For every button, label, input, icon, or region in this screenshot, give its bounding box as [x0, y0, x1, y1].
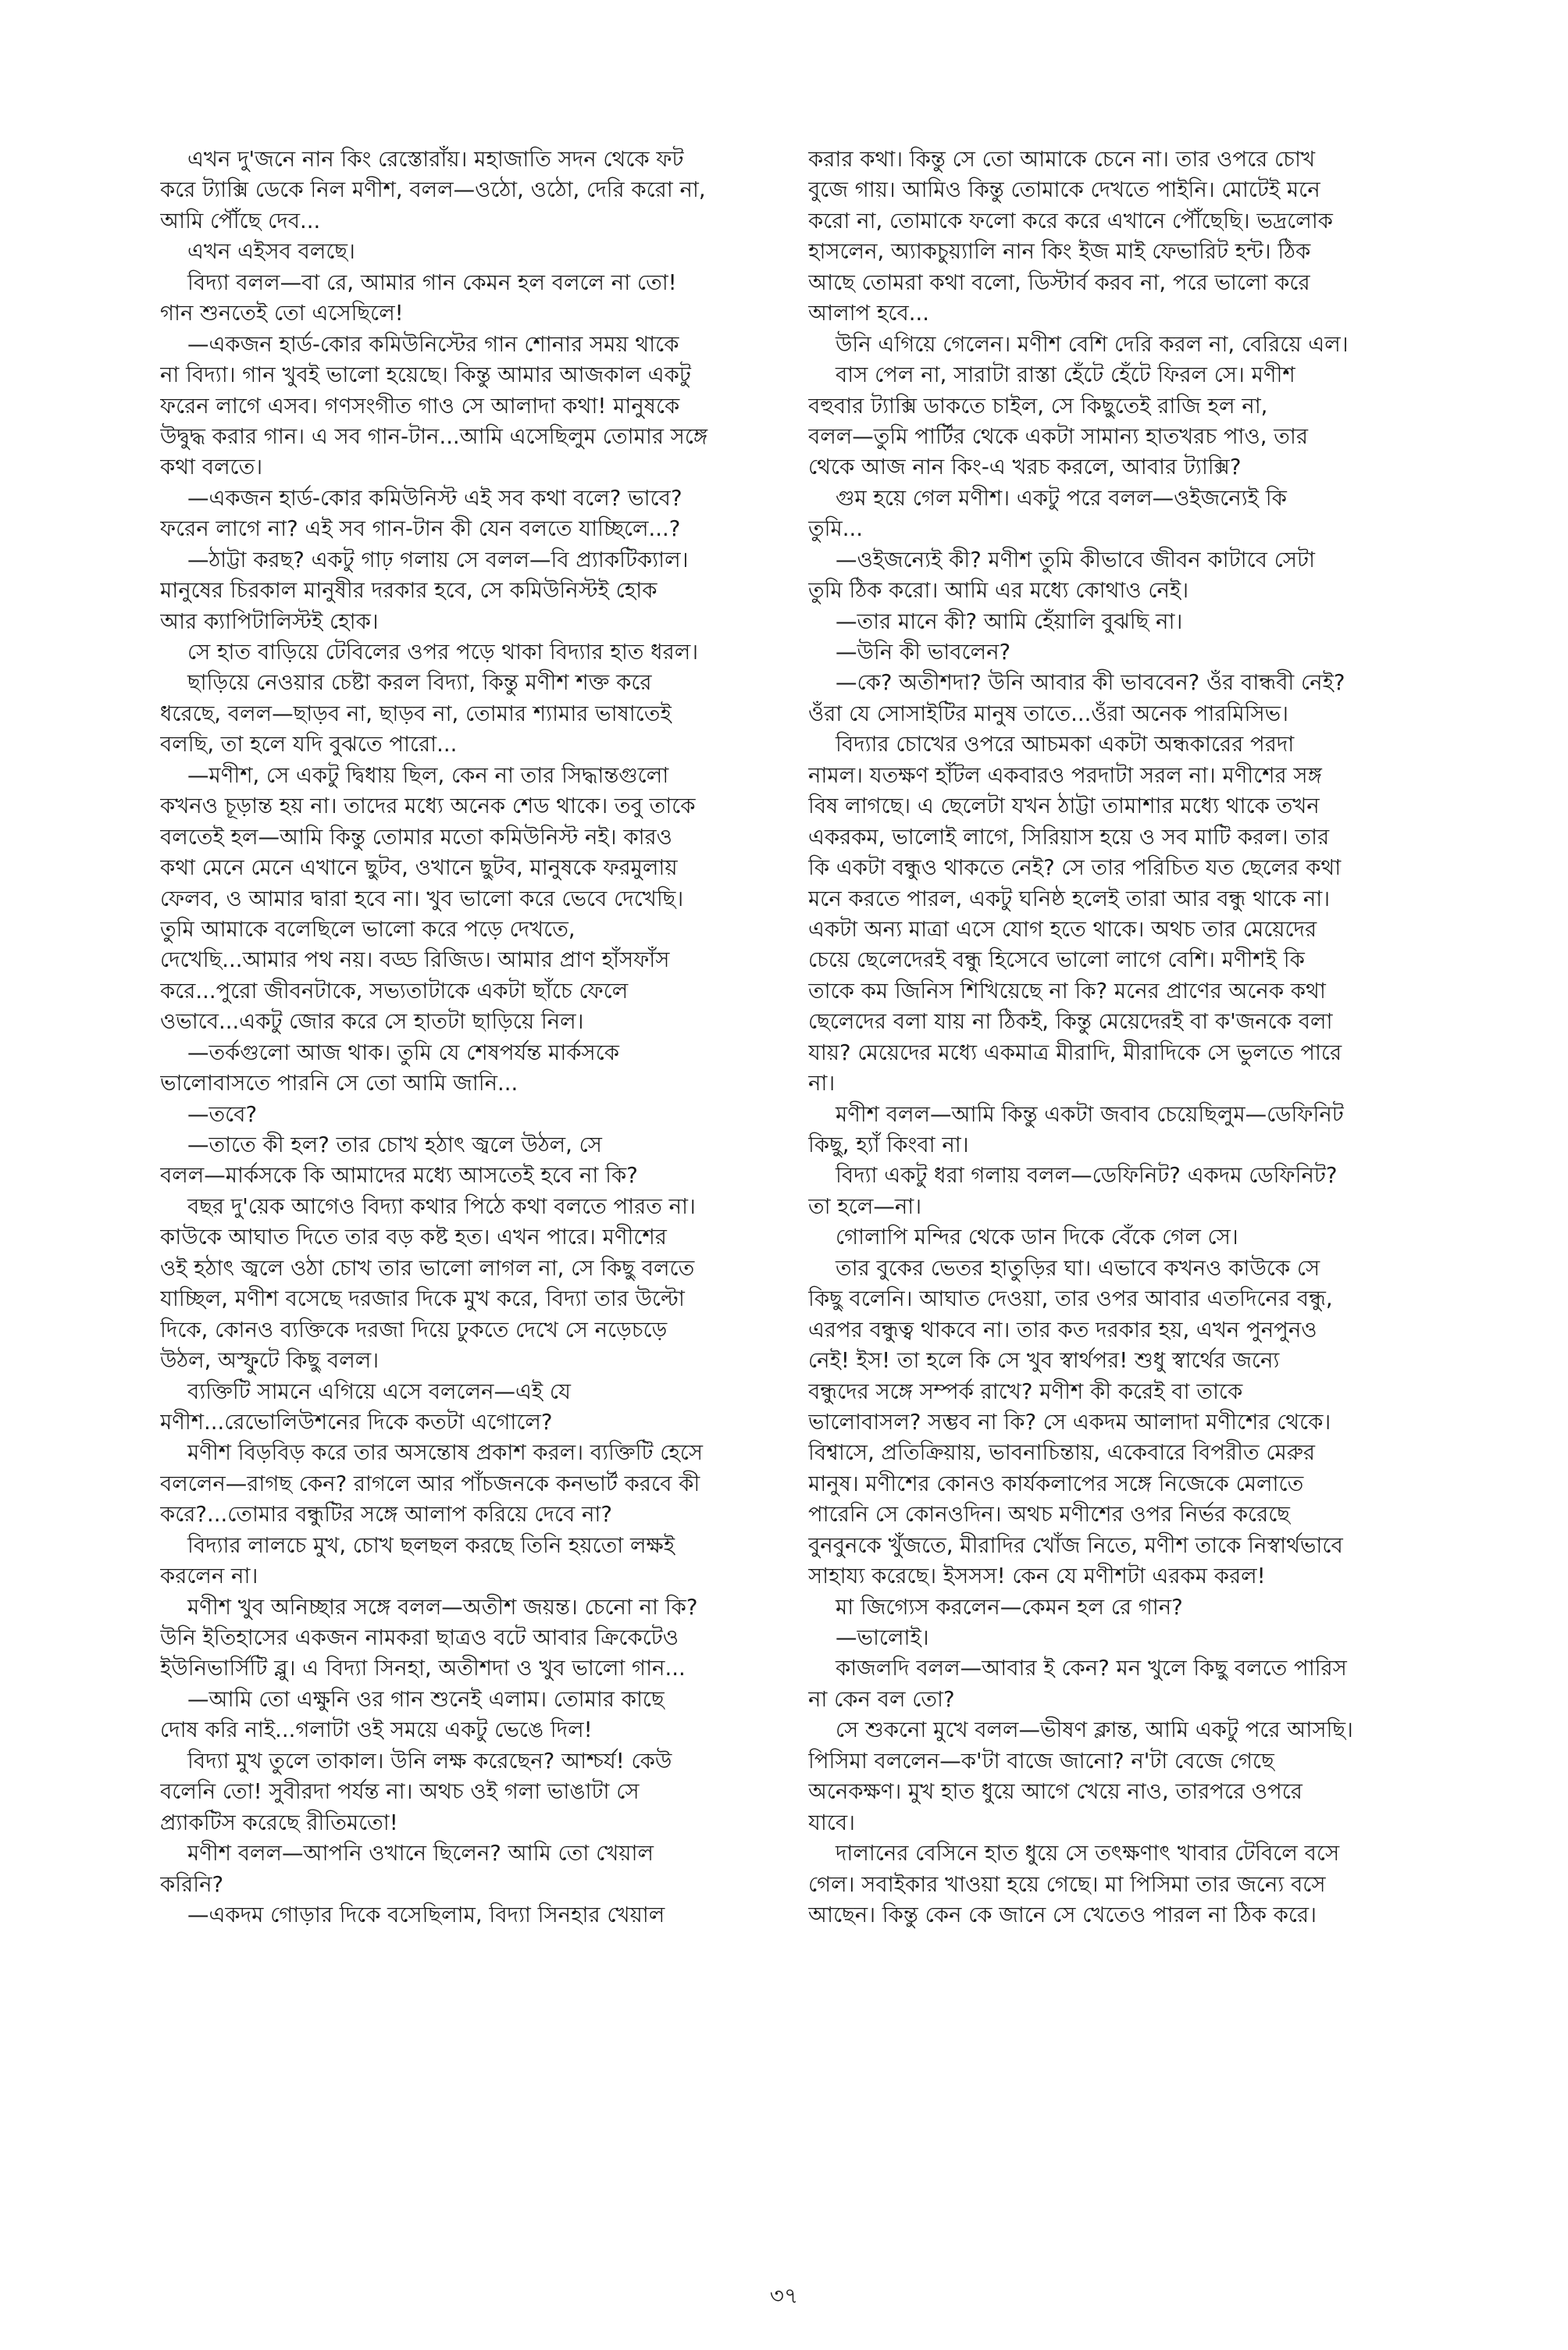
- text-line: মানুষ। মণীশের কোনও কার্যকলাপের সঙ্গে নিজেকে মেলাতে: [808, 1471, 1304, 1496]
- text-line: মণীশ বলল—আপনি ওখানে ছিলেন? আমি তো খেয়াল: [160, 1841, 654, 1867]
- text-line: নেই! ইস! তা হলে কি সে খুব স্বার্থপর! শুধু স্বার্থের জন্যে: [808, 1348, 1280, 1374]
- text-line: বাস পেল না, সারাটা রাস্তা হেঁটে হেঁটে ফিরল সে। মণীশ: [808, 362, 1295, 388]
- text-line: না কেন বল তো?: [808, 1686, 955, 1712]
- text-line: গোলাপি মন্দির থেকে ডান দিকে বেঁকে গেল সে।: [808, 1225, 1238, 1250]
- text-line: পিসিমা বললেন—ক'টা বাজে জানো? ন'টা বেজে গেছে: [808, 1748, 1274, 1774]
- text-line: বলল—তুমি পার্টির থেকে একটা সামান্য হাতখরচ পাও, তার: [808, 423, 1308, 449]
- text-line: নামল। যতক্ষণ হাঁটল একবারও পরদাটা সরল না। মণীশের সঙ্গ: [808, 762, 1322, 788]
- text-line: সে হাত বাড়িয়ে টেবিলের ওপর পড়ে থাকা বিদ্যার হাত ধরল।: [160, 640, 699, 665]
- text-line: করিনি?: [160, 1871, 224, 1897]
- text-line: করে...পুরো জীবনটাকে, সভ্যতাটাকে একটা ছাঁচে ফেলে: [160, 978, 629, 1004]
- text-line: বছর দু'য়েক আগেও বিদ্যা কথার পিঠে কথা বলতে পারত না।: [160, 1193, 696, 1219]
- text-line: ওঁরা যে সোসাইটির মানুষ তাতে...ওঁরা অনেক পারমিসিভ।: [808, 701, 1288, 726]
- text-line: মণীশ বলল—আমি কিন্তু একটা জবাব চেয়েছিলুম—ডেফিনিট: [808, 1101, 1344, 1127]
- text-line: আছে তোমরা কথা বলো, ডিস্টার্ব করব না, পরে ভালো করে: [808, 269, 1310, 295]
- text-line: মানুষের চিরকাল মানুষীর দরকার হবে, সে কমিউনিস্টই হোক: [160, 578, 657, 604]
- text-line: উনি ইতিহাসের একজন নামকরা ছাত্রও বটে আবার ক্রিকেটেও: [160, 1625, 679, 1650]
- text-line: মণীশ বিড়বিড় করে তার অসন্তোষ প্রকাশ করল। ব্যক্তিটি হেসে: [160, 1440, 704, 1466]
- text-line: তা হলে—না।: [808, 1193, 922, 1219]
- text-line: বিদ্যা মুখ তুলে তাকাল। উনি লক্ষ করেছেন? আশ্চর্য! কেউ: [160, 1748, 672, 1774]
- text-line: কি একটা বন্ধুও থাকতে নেই? সে তার পরিচিত যত ছেলের কথা: [808, 855, 1342, 881]
- text-line: করো না, তোমাকে ফলো করে করে এখানে পৌঁছেছি। ভদ্রলোক: [808, 208, 1333, 234]
- text-line: করার কথা। কিন্তু সে তো আমাকে চেনে না। তার ওপরে চোখ: [808, 147, 1316, 172]
- text-line: আছেন। কিন্তু কেন কে জানে সে খেতেও পারল না ঠিক করে।: [808, 1902, 1317, 1927]
- text-line: বুজে গায়। আমিও কিন্তু তোমাকে দেখতে পাইনি। মোটেই মনে: [808, 177, 1320, 203]
- text-line: সে শুকনো মুখে বলল—ভীষণ ক্লান্ত, আমি একটু পরে আসছি।: [808, 1717, 1353, 1743]
- text-line: বললেন—রাগছ কেন? রাগলে আর পাঁচজনকে কনভার্ট করবে কী: [160, 1471, 700, 1496]
- text-line: থেকে আজ নান কিং-এ খরচ করলে, আবার ট্যাক্সি?: [808, 455, 1242, 480]
- text-line: —উনি কী ভাবলেন?: [808, 640, 1011, 665]
- text-line: —তবে?: [160, 1101, 258, 1127]
- text-line: তাকে কম জিনিস শিখিয়েছে না কি? মনের প্রাণের অনেক কথা: [808, 978, 1326, 1004]
- text-line: যাচ্ছিল, মণীশ বসেছে দরজার দিকে মুখ করে, বিদ্যা তার উল্টো: [160, 1286, 685, 1312]
- text-line: তুমি আমাকে বলেছিলে ভালো করে পড়ে দেখতে,: [160, 916, 576, 942]
- text-line: বলতেই হল—আমি কিন্তু তোমার মতো কমিউনিস্ট নই। কারও: [160, 824, 672, 850]
- page-number: ৩৭: [769, 2283, 799, 2309]
- text-line: বহুবার ট্যাক্সি ডাকতে চাইল, সে কিছুতেই রাজি হল না,: [808, 393, 1268, 419]
- text-line: করলেন না।: [160, 1564, 258, 1589]
- text-line: যায়? মেয়েদের মধ্যে একমাত্র মীরাদি, মীরাদিকে সে ভুলতে পারে: [808, 1039, 1342, 1065]
- text-line: —তাতে কী হল? তার চোখ হঠাৎ জ্বলে উঠল, সে: [160, 1132, 602, 1157]
- text-line: বিদ্যার চোখের ওপরে আচমকা একটা অন্ধকারের পরদা: [808, 732, 1295, 758]
- text-line: উঠল, অস্ফুটে কিছু বলল।: [160, 1348, 380, 1374]
- text-line: তুমি...: [808, 516, 863, 542]
- text-line: না।: [808, 1071, 836, 1097]
- text-line: পারেনি সে কোনওদিন। অথচ মণীশের ওপর নির্ভর করেছে: [808, 1502, 1290, 1528]
- text-line: চেয়ে ছেলেদেরই বন্ধু হিসেবে ভালো লাগে বেশি। মণীশই কি: [808, 947, 1305, 973]
- text-line: ওভাবে...একটু জোর করে সে হাতটা ছাড়িয়ে নিল।: [160, 1009, 584, 1035]
- text-line: কিছু, হ্যাঁ কিংবা না।: [808, 1132, 969, 1157]
- text-line: বিদ্যা একটু ধরা গলায় বলল—ডেফিনিট? একদম ডেফিনিট?: [808, 1163, 1338, 1189]
- text-line: —একজন হার্ড-কোর কমিউনিস্ট এই সব কথা বলে? ভাবে?: [160, 485, 682, 511]
- left-text-column: [160, 144, 800, 1931]
- text-line: ভালোবাসল? সম্ভব না কি? সে একদম আলাদা মণীশের থেকে।: [808, 1409, 1331, 1435]
- text-line: প্র্যাকটিস করেছে রীতিমতো!: [160, 1810, 398, 1835]
- text-line: করে ট্যাক্সি ডেকে নিল মণীশ, বলল—ওঠো, ওঠো, দেরি করো না,: [160, 177, 706, 203]
- text-line: আর ক্যাপিটালিস্টই হোক।: [160, 608, 379, 634]
- text-line: —কে? অতীশদা? উনি আবার কী ভাববেন? ওঁর বান্ধবী নেই?: [808, 670, 1345, 696]
- text-line: এরপর বন্ধুত্ব থাকবে না। তার কত দরকার হয়, এখন পুনপুনও: [808, 1317, 1317, 1343]
- text-line: —ঠাট্টা করছ? একটু গাঢ় গলায় সে বলল—বি প্র্যাকটিক্যাল।: [160, 547, 689, 572]
- text-line: ইউনিভার্সিটি ব্লু। এ বিদ্যা সিনহা, অতীশদা ও খুব ভালো গান...: [160, 1656, 686, 1681]
- text-line: কথা বলতে।: [160, 455, 263, 480]
- text-line: আমি পৌঁছে দেব...: [160, 208, 321, 234]
- text-line: বুনবুনকে খুঁজতে, মীরাদির খোঁজ নিতে, মণীশ তাকে নিস্বার্থভাবে: [808, 1532, 1343, 1558]
- text-line: কথা মেনে মেনে এখানে ছুটব, ওখানে ছুটব, মানুষকে ফরমুলায়: [160, 855, 678, 881]
- text-line: একটা অন্য মাত্রা এসে যোগ হতে থাকে। অথচ তার মেয়েদের: [808, 916, 1317, 942]
- text-line: কিছু বলেনি। আঘাত দেওয়া, তার ওপর আবার এতদিনের বন্ধু,: [808, 1286, 1333, 1312]
- text-line: গেল। সবাইকার খাওয়া হয়ে গেছে। মা পিসিমা তার জন্যে বসে: [808, 1871, 1326, 1897]
- text-line: কখনও চূড়ান্ত হয় না। তাদের মধ্যে অনেক শেড থাকে। তবু তাকে: [160, 793, 696, 819]
- text-line: —মণীশ, সে একটু দ্বিধায় ছিল, কেন না তার সিদ্ধান্তগুলো: [160, 762, 669, 788]
- text-line: বন্ধুদের সঙ্গে সম্পর্ক রাখে? মণীশ কী করেই বা তাকে: [808, 1378, 1243, 1404]
- text-line: দোষ করি নাই...গলাটা ওই সময়ে একটু ভেঙে দিল!: [160, 1717, 593, 1743]
- text-line: —একদম গোড়ার দিকে বসেছিলাম, বিদ্যা সিনহার খেয়াল: [160, 1902, 665, 1927]
- text-line: ওই হঠাৎ জ্বলে ওঠা চোখ তার ভালো লাগল না, সে কিছু বলতে: [160, 1255, 695, 1281]
- text-line: বিশ্বাসে, প্রতিক্রিয়ায়, ভাবনাচিন্তায়, একেবারে বিপরীত মেরুর: [808, 1440, 1316, 1466]
- text-line: একরকম, ভালোই লাগে, সিরিয়াস হয়ে ও সব মাটি করল। তার: [808, 824, 1330, 850]
- text-line: ভালোবাসতে পারনি সে তো আমি জানি...: [160, 1071, 519, 1097]
- text-line: মণীশ খুব অনিচ্ছার সঙ্গে বলল—অতীশ জয়ন্ত। চেনো না কি?: [160, 1594, 698, 1620]
- right-text-column: [808, 144, 1449, 1931]
- text-line: —একজন হার্ড-কোর কমিউনিস্টের গান শোনার সময় থাকে: [160, 331, 679, 357]
- text-line: —ভালোই।: [808, 1625, 929, 1650]
- text-line: মা জিগ্যেস করলেন—কেমন হল রে গান?: [808, 1594, 1183, 1620]
- text-line: দেখেছি...আমার পথ নয়। বড্ড রিজিড। আমার প্রাণ হাঁসফাঁস: [160, 947, 670, 973]
- text-line: তার বুকের ভেতর হাতুড়ির ঘা। এভাবে কখনও কাউকে সে: [808, 1255, 1320, 1281]
- text-line: বলছি, তা হলে যদি বুঝতে পারো...: [160, 732, 458, 758]
- text-line: —তর্কগুলো আজ থাক। তুমি যে শেষপর্যন্ত মার্কসকে: [160, 1039, 619, 1065]
- text-line: এখন এইসব বলছে।: [160, 239, 355, 265]
- text-line: ব্যক্তিটি সামনে এগিয়ে এসে বললেন—এই যে: [160, 1378, 571, 1404]
- text-line: উদ্বুদ্ধ করার গান। এ সব গান-টান...আমি এসেছিলুম তোমার সঙ্গে: [160, 423, 708, 449]
- text-line: ধরেছে, বলল—ছাড়ব না, ছাড়ব না, তোমার শ্যামার ভাষাতেই: [160, 701, 672, 726]
- text-line: —তার মানে কী? আমি হেঁয়ালি বুঝছি না।: [808, 608, 1183, 634]
- text-line: তুমি ঠিক করো। আমি এর মধ্যে কোথাও নেই।: [808, 578, 1189, 604]
- text-line: বিষ লাগছে। এ ছেলেটা যখন ঠাট্টা তামাশার মধ্যে থাকে তখন: [808, 793, 1320, 819]
- text-line: অনেকক্ষণ। মুখ হাত ধুয়ে আগে খেয়ে নাও, তারপরে ওপরে: [808, 1779, 1303, 1805]
- text-line: ফরেন লাগে না? এই সব গান-টান কী যেন বলতে যাচ্ছিলে...?: [160, 516, 681, 542]
- text-line: ফেলব, ও আমার দ্বারা হবে না। খুব ভালো করে ভেবে দেখেছি।: [160, 886, 684, 911]
- text-line: দালানের বেসিনে হাত ধুয়ে সে তৎক্ষণাৎ খাবার টেবিলে বসে: [808, 1841, 1340, 1867]
- text-line: ফরেন লাগে এসব। গণসংগীত গাও সে আলাদা কথা! মানুষকে: [160, 393, 680, 419]
- text-line: —আমি তো এক্ষুনি ওর গান শুনেই এলাম। তোমার কাছে: [160, 1686, 665, 1712]
- text-line: মনে করতে পারল, একটু ঘনিষ্ঠ হলেই তারা আর বন্ধু থাকে না।: [808, 886, 1331, 911]
- text-line: করে?...তোমার বন্ধুটির সঙ্গে আলাপ করিয়ে দেবে না?: [160, 1502, 612, 1528]
- text-line: —ওইজন্যেই কী? মণীশ তুমি কীভাবে জীবন কাটাবে সেটা: [808, 547, 1315, 572]
- text-line: না বিদ্যা। গান খুবই ভালো হয়েছে। কিন্তু আমার আজকাল একটু: [160, 362, 691, 388]
- text-line: এখন দু'জনে নান কিং রেস্তোরাঁয়। মহাজাতি সদন থেকে ফট: [160, 147, 684, 172]
- text-line: বলেনি তো! সুবীরদা পর্যন্ত না। অথচ ওই গলা ভাঙাটা সে: [160, 1779, 640, 1805]
- text-line: বিদ্যা বলল—বা রে, আমার গান কেমন হল বললে না তো!: [160, 269, 677, 295]
- text-line: ছেলেদের বলা যায় না ঠিকই, কিন্তু মেয়েদেরই বা ক'জনকে বলা: [808, 1009, 1333, 1035]
- text-line: গুম হয়ে গেল মণীশ। একটু পরে বলল—ওইজন্যেই কি: [808, 485, 1287, 511]
- text-line: গান শুনতেই তো এসেছিলে!: [160, 301, 404, 326]
- text-line: কাউকে আঘাত দিতে তার বড় কষ্ট হত। এখন পারে। মণীশের: [160, 1225, 667, 1250]
- text-line: কাজলদি বলল—আবার ই কেন? মন খুলে কিছু বলতে পারিস: [808, 1656, 1347, 1681]
- text-line: মণীশ...রেভোলিউশনের দিকে কতটা এগোলে?: [160, 1409, 553, 1435]
- text-line: বিদ্যার লালচে মুখ, চোখ ছলছল করছে তিনি হয়তো লক্ষই: [160, 1532, 675, 1558]
- text-line: সাহায্য করেছে। ইসসস! কেন যে মণীশটা এরকম করল!: [808, 1564, 1266, 1589]
- text-line: বলল—মার্কসকে কি আমাদের মধ্যে আসতেই হবে না কি?: [160, 1163, 638, 1189]
- text-line: ছাড়িয়ে নেওয়ার চেষ্টা করল বিদ্যা, কিন্তু মণীশ শক্ত করে: [160, 670, 652, 696]
- text-line: দিকে, কোনও ব্যক্তিকে দরজা দিয়ে ঢুকতে দেখে সে নড়েচড়ে: [160, 1317, 668, 1343]
- text-line: আলাপ হবে...: [808, 301, 929, 326]
- text-line: উনি এগিয়ে গেলেন। মণীশ বেশি দেরি করল না, বেরিয়ে এল।: [808, 331, 1349, 357]
- text-line: যাবে।: [808, 1810, 856, 1835]
- text-line: হাসলেন, অ্যাকচুয়্যালি নান কিং ইজ মাই ফেভারিট হন্ট। ঠিক: [808, 239, 1311, 265]
